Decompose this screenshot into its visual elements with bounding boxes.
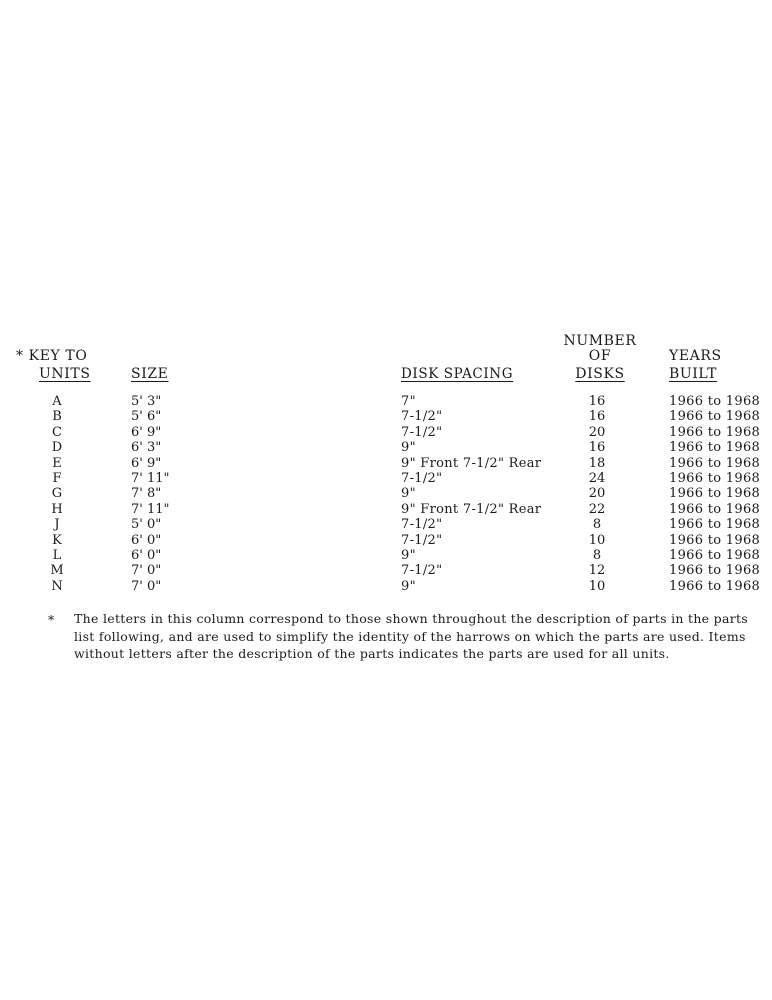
years-built: 1966 to 1968: [669, 486, 761, 502]
header-years: YEARS: [669, 348, 722, 364]
table-row: [0, 548, 772, 563]
unit-key: N: [51, 578, 63, 594]
unit-size: 7' 11": [131, 470, 170, 486]
unit-size: 6' 9": [131, 455, 162, 471]
years-built: 1966 to 1968: [669, 547, 761, 563]
years-built: 1966 to 1968: [669, 424, 761, 440]
unit-size: 5' 0": [131, 517, 162, 533]
disk-count: 16: [588, 440, 606, 456]
unit-size: 7' 8": [131, 486, 162, 502]
disk-spacing: 7-1/2": [401, 517, 443, 533]
table-row: [0, 563, 772, 578]
disk-count: 16: [588, 409, 606, 425]
footnote: [48, 610, 748, 663]
header-of: OF: [588, 348, 612, 364]
unit-key: F: [52, 470, 62, 486]
years-built: 1966 to 1968: [669, 440, 761, 456]
table-row: [0, 425, 772, 440]
footnote-text: The letters in this column correspond to those shown throughout the description of parts in the parts list following, and are used to simplify the identity of the harrows on which the parts are used. Items without letters after the description of the parts indicates the parts are used for all units.: [74, 611, 749, 661]
unit-size: 7' 11": [131, 501, 170, 517]
years-built: 1966 to 1968: [669, 409, 761, 425]
unit-size: 6' 0": [131, 532, 162, 548]
disk-spacing: 9": [401, 547, 416, 563]
table-row: [0, 486, 772, 501]
unit-key: M: [50, 563, 64, 579]
disk-spacing: 7": [401, 394, 416, 409]
header-key-units: UNITS: [39, 366, 91, 382]
unit-size: 6' 9": [131, 424, 162, 440]
years-built: 1966 to 1968: [669, 517, 761, 533]
unit-size: 7' 0": [131, 563, 162, 579]
table-row: [0, 456, 772, 471]
disk-spacing: 7-1/2": [401, 532, 443, 548]
table-row: [0, 440, 772, 455]
disk-spacing: 7-1/2": [401, 470, 443, 486]
disk-spacing: 9": [401, 486, 416, 502]
disk-count: 24: [588, 470, 606, 486]
table-body: [0, 394, 772, 594]
header-size: SIZE: [131, 366, 169, 382]
unit-key: E: [52, 455, 62, 471]
unit-size: 5' 3": [131, 394, 162, 409]
unit-key: K: [52, 532, 62, 548]
disk-count: 8: [592, 547, 602, 563]
years-built: 1966 to 1968: [669, 470, 761, 486]
disk-count: 10: [588, 578, 606, 594]
years-built: 1966 to 1968: [669, 394, 761, 409]
header-key-line1: * KEY TO: [16, 348, 88, 364]
table-row: [0, 517, 772, 532]
disk-spacing: 9" Front 7-1/2" Rear: [401, 455, 542, 471]
footnote-marker: *: [48, 612, 55, 627]
unit-key: H: [51, 501, 63, 517]
years-built: 1966 to 1968: [669, 563, 761, 579]
header-disk-spacing: DISK SPACING: [401, 366, 514, 382]
disk-count: 20: [588, 424, 606, 440]
unit-key: J: [54, 517, 60, 533]
years-built: 1966 to 1968: [669, 578, 761, 594]
table-row: [0, 502, 772, 517]
disk-count: 20: [588, 486, 606, 502]
disk-count: 10: [588, 532, 606, 548]
table-row: [0, 471, 772, 486]
unit-key: B: [52, 409, 62, 425]
table-row: [0, 533, 772, 548]
header-built: BUILT: [669, 366, 718, 382]
disk-spacing: 7-1/2": [401, 424, 443, 440]
years-built: 1966 to 1968: [669, 455, 761, 471]
disk-spacing: 9" Front 7-1/2" Rear: [401, 501, 542, 517]
table-row: [0, 409, 772, 424]
disk-spacing: 9": [401, 440, 416, 456]
table-row: [0, 394, 772, 409]
disk-spacing: 7-1/2": [401, 409, 443, 425]
unit-size: 6' 0": [131, 547, 162, 563]
unit-key: D: [51, 440, 63, 456]
header-number: NUMBER: [563, 333, 637, 349]
table-row: [0, 579, 772, 594]
disk-count: 12: [588, 563, 606, 579]
years-built: 1966 to 1968: [669, 501, 761, 517]
disk-count: 8: [592, 517, 602, 533]
years-built: 1966 to 1968: [669, 532, 761, 548]
unit-size: 6' 3": [131, 440, 162, 456]
unit-size: 7' 0": [131, 578, 162, 594]
disk-spacing: 9": [401, 578, 416, 594]
disk-count: 18: [588, 455, 606, 471]
unit-key: G: [51, 486, 63, 502]
unit-key: L: [52, 547, 62, 563]
disk-count: 16: [588, 394, 606, 409]
unit-key: C: [52, 424, 62, 440]
disk-count: 22: [588, 501, 606, 517]
unit-size: 5' 6": [131, 409, 162, 425]
header-disks: DISKS: [575, 366, 625, 382]
disk-spacing: 7-1/2": [401, 563, 443, 579]
unit-key: A: [52, 394, 62, 409]
